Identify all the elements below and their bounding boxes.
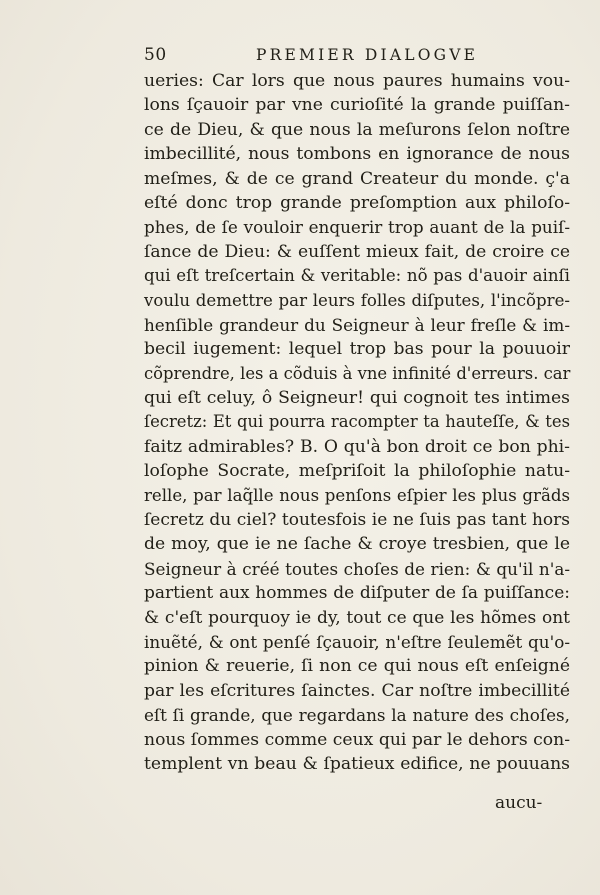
text-line: henſible grandeur du Seigneur à leur freſle & im- [144,314,570,335]
body-text [144,69,570,776]
text-line: ueries: Car lors que nous paures humains vou- [144,71,570,91]
text-line: phes, de ſe vouloir enquerir trop auant de la puiſ- [144,217,570,238]
text-line: imbecillité, nous tombons en ignorance de nous [144,144,570,165]
text-line: ſecretz: Et qui pourra racompter ta hauteſſe, & tes [144,412,570,432]
text-line: pinion & reuerie, ſi non ce qui nous eſt enſeigné [144,656,570,677]
text-line: lons ſçauoir par vne curioſité la grande puiſſan- [144,95,570,116]
text-line: nous ſommes comme ceux qui par le dehors con- [144,729,570,750]
text-line: & c'eſt pourquoy ie dy, tout ce que les hõmes ont [144,607,570,628]
text-line: eſté donc trop grande preſomption aux philoſo- [144,192,570,213]
text-line: inuẽté, & ont penſé ſçauoir, n'eſtre ſeulemẽt qu'o- [144,631,570,652]
text-line: loſophe Socrate, meſpriſoit la philoſophie natu- [144,461,570,482]
text-line: par les eſcritures ſainctes. Car noſtre imbecillité [144,680,570,701]
text-line: cõprendre, les a cõduis à vne infinité d'erreurs. car [144,363,571,383]
text-line: templent vn beau & ſpatieux edifice, ne pouuans [144,753,570,774]
text-line: eſt ſi grande, que regardans la nature des choſes, [144,705,570,726]
text-line: faitz admirables? B. O qu'à bon droit ce bon phi- [144,436,570,457]
text-line: de moy, que ie ne ſache & croye tresbien, que le [144,534,570,555]
text-line: meſmes, & de ce grand Createur du monde. ç'a [144,168,570,189]
text-line: Seigneur à créé toutes choſes de rien: & qu'il n'a- [144,558,570,579]
text-line: partient aux hommes de diſputer de ſa puiſſance: [144,583,570,604]
catchword: aucu- [495,793,543,813]
text-line: relle, par laq̃lle nous penſons eſpier les plus grãds [144,485,570,505]
running-title: PREMIER DIALOGVE [256,46,479,64]
text-line: ſecretz du ciel? toutesfois ie ne ſuis pas tant hors [144,510,570,531]
text-line: qui eſt celuy, ô Seigneur! qui cognoit tes intimes [144,388,570,409]
text-line: ce de Dieu, & que nous la meſurons ſelon noſtre [144,119,570,140]
page-number: 50 [144,45,167,65]
running-head [144,45,574,67]
text-line: voulu demettre par leurs folles diſputes, l'incõpre- [144,290,570,310]
text-line: ſance de Dieu: & euſſent mieux fait, de croire ce [144,241,570,262]
text-line: becil iugement: lequel trop bas pour la pouuoir [144,339,570,360]
text-line: qui eſt treſcertain & veritable: nõ pas d'auoir ainſi [144,266,570,286]
